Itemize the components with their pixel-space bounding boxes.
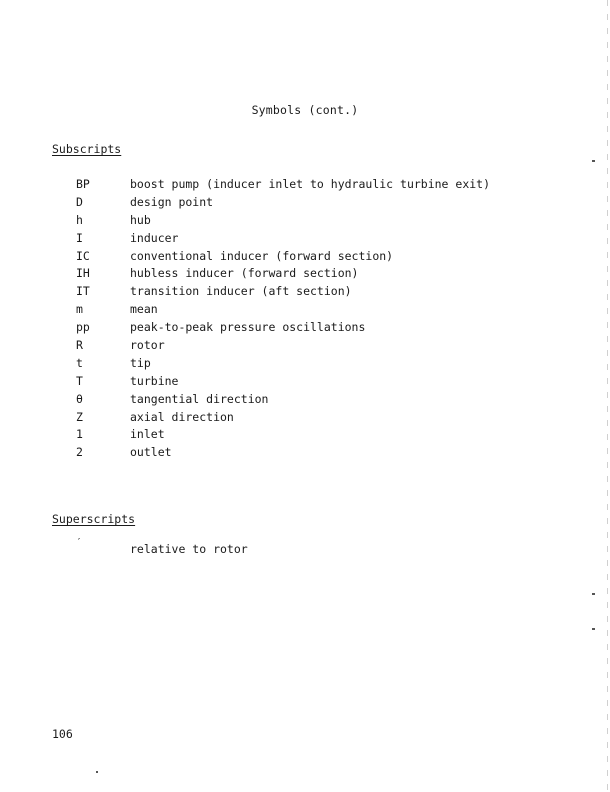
symbol-code: IT: [76, 284, 90, 299]
symbol-code: t: [76, 355, 83, 370]
symbol-definition: hub: [130, 212, 151, 227]
symbol-code: m: [76, 302, 83, 317]
symbol-definition: rotor: [130, 338, 165, 353]
symbol-definition: relative to rotor: [130, 542, 248, 556]
symbol-code: 2: [76, 445, 83, 460]
symbol-definition: inlet: [130, 427, 165, 442]
symbol-definition: design point: [130, 194, 214, 209]
symbol-definition: turbine: [130, 373, 179, 388]
scan-speck: [96, 771, 98, 773]
list-item: [76, 444, 490, 462]
symbol-code: θ: [76, 391, 83, 406]
list-item: [76, 319, 490, 337]
prime-symbol: ′: [76, 537, 83, 548]
symbol-code: pp: [76, 320, 90, 335]
list-item: [76, 409, 490, 427]
list-item: [76, 283, 490, 301]
symbol-code: T: [76, 373, 83, 388]
subscripts-list: [76, 176, 490, 462]
symbol-definition: boost pump (inducer inlet to hydraulic turbine exit): [130, 177, 491, 191]
list-item: [76, 373, 490, 391]
list-item: [76, 176, 490, 194]
list-item: [76, 391, 490, 409]
scan-speck: [592, 160, 595, 162]
list-item: [76, 248, 490, 266]
page-title: Symbols (cont.): [251, 103, 359, 117]
list-item: [76, 230, 490, 248]
list-item: [76, 426, 490, 444]
symbol-definition: tangential direction: [130, 391, 269, 406]
symbol-code: 1: [76, 427, 83, 442]
symbol-definition: conventional inducer (forward section): [130, 248, 394, 263]
symbol-code: D: [76, 194, 83, 209]
symbol-code: IC: [76, 248, 90, 263]
symbol-code: I: [76, 230, 83, 245]
subscripts-heading: Subscripts: [52, 142, 122, 156]
symbol-definition: hubless inducer (forward section): [130, 266, 359, 281]
symbol-definition: transition inducer (aft section): [130, 284, 352, 299]
scan-speck: [592, 628, 595, 630]
list-item: [76, 337, 490, 355]
symbol-code: BP: [76, 177, 90, 191]
scan-speck: [592, 593, 595, 595]
symbol-definition: peak-to-peak pressure oscillations: [130, 320, 366, 335]
list-item: [76, 212, 490, 230]
list-item: [76, 301, 490, 319]
symbol-definition: inducer: [130, 230, 179, 245]
list-item: [76, 265, 490, 283]
list-item: [76, 537, 248, 556]
symbol-code: Z: [76, 409, 83, 424]
superscripts-heading: Superscripts: [52, 512, 136, 526]
page-number: 106: [52, 727, 73, 741]
symbol-definition: mean: [130, 302, 158, 317]
scan-edge-artifact: [607, 0, 608, 792]
symbol-definition: axial direction: [130, 409, 234, 424]
list-item: [76, 355, 490, 373]
list-item: [76, 194, 490, 212]
symbol-definition: tip: [130, 355, 151, 370]
symbol-code: R: [76, 338, 83, 353]
symbol-code: h: [76, 212, 83, 227]
symbol-definition: outlet: [130, 445, 172, 460]
symbol-code: IH: [76, 266, 90, 281]
